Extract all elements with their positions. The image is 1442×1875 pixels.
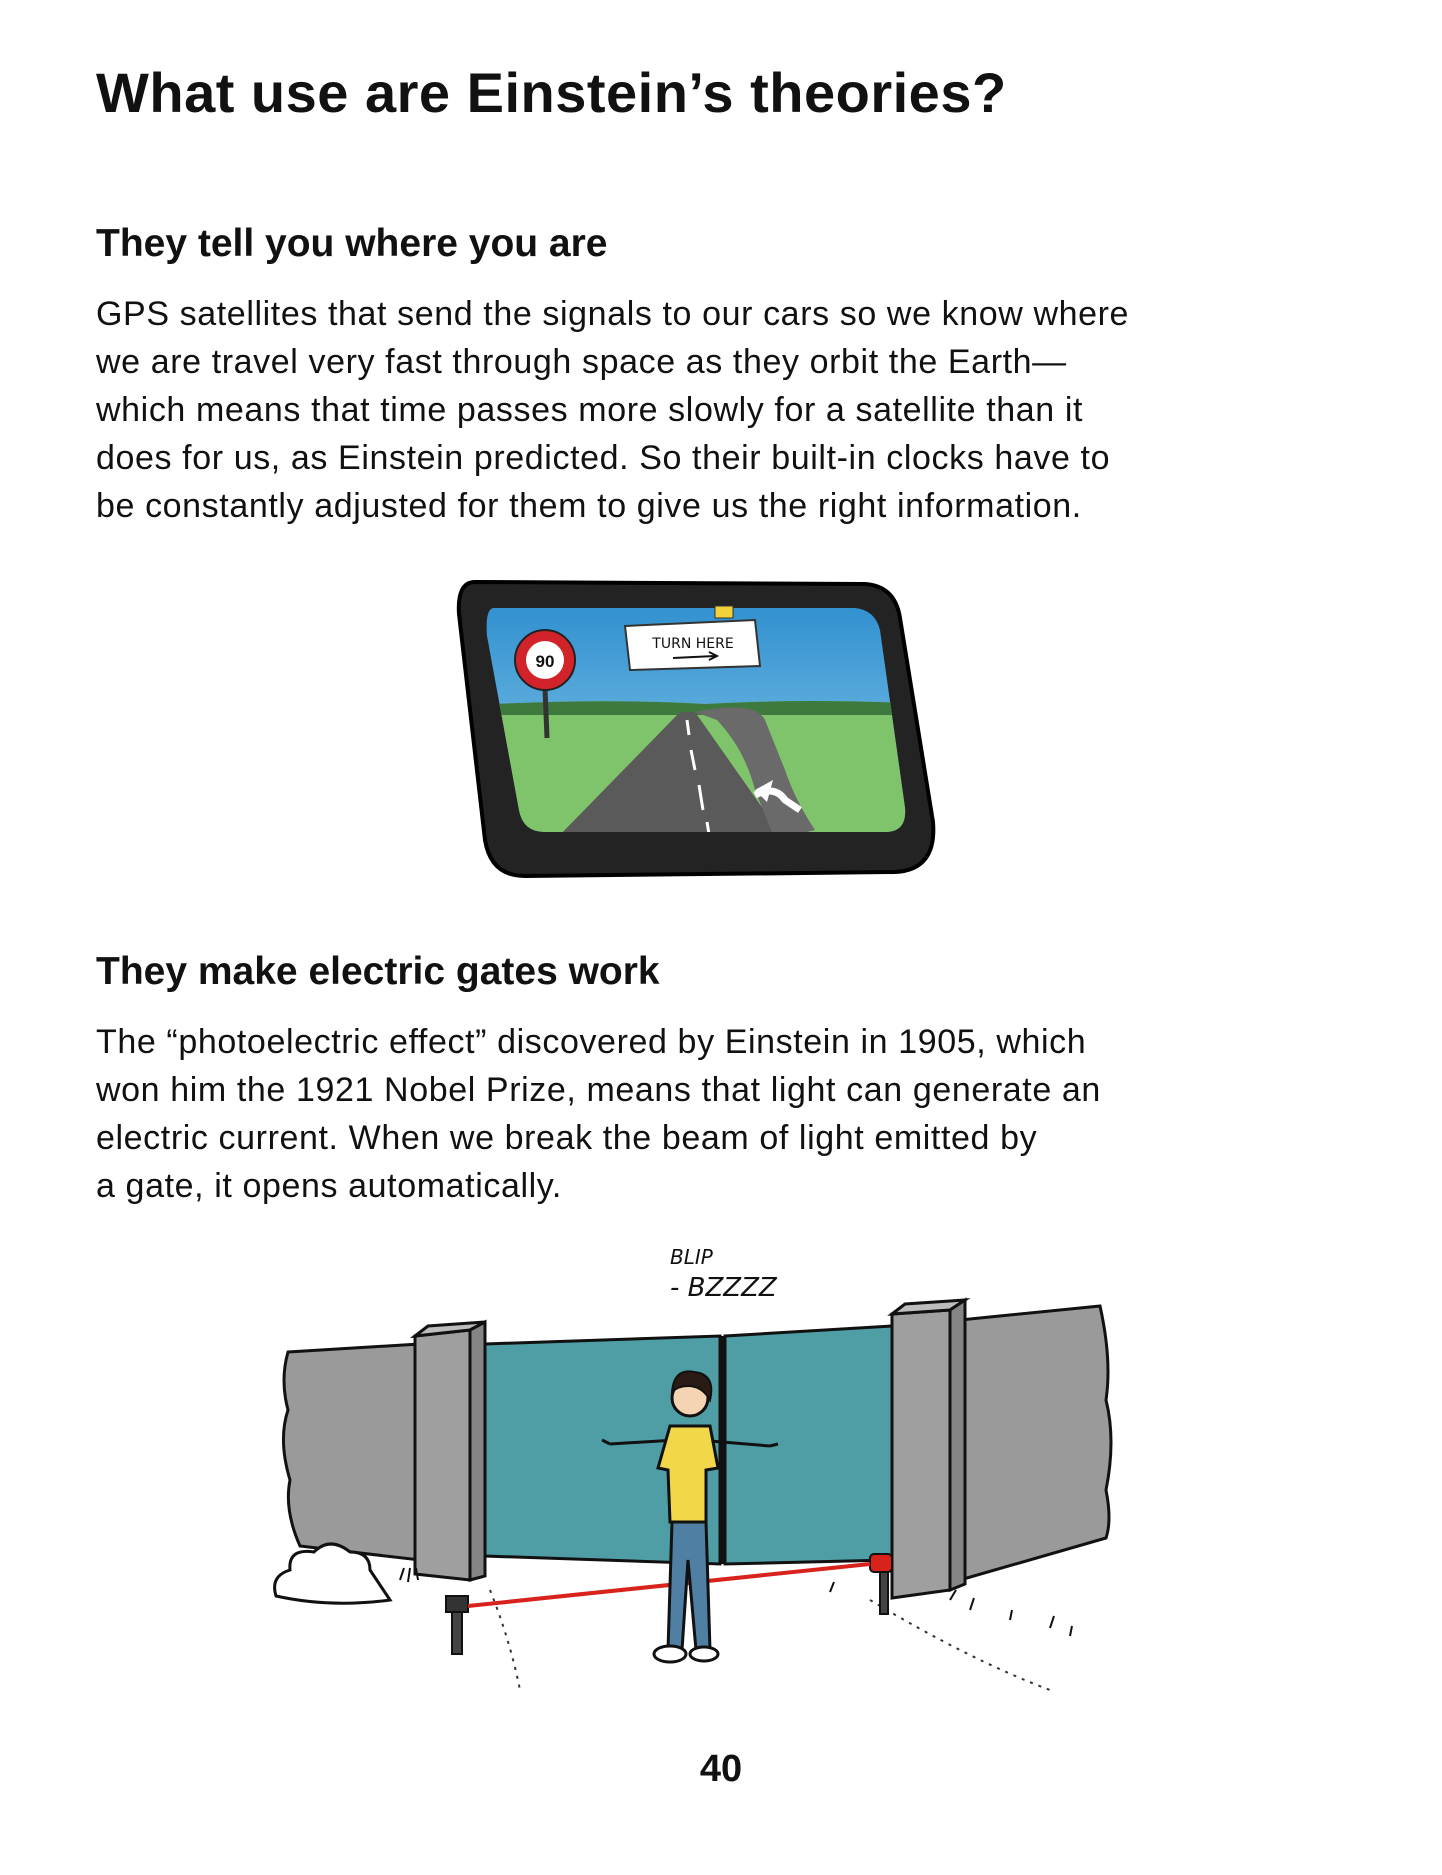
right-wall — [960, 1306, 1111, 1580]
section-heading-gps: They tell you where you are — [96, 222, 608, 265]
right-sensor-post — [880, 1566, 888, 1614]
section-body-gates: The “photoelectric effect” discovered by Einstein in 1905, which won him the 1921 Nobel Prize, means that light can generate an electric current. When we break the beam of light emitted by a gate, it opens automatically. — [96, 1023, 1101, 1205]
gps-device-illustration — [455, 570, 945, 890]
sound-effect-text-2: - BZZZZ — [670, 1273, 777, 1303]
road-sign-text: TURN HERE — [652, 636, 734, 652]
speed-sign-text: 90 — [535, 652, 555, 671]
electric-gate-illustration — [270, 1240, 1130, 1720]
page-number: 40 — [699, 1748, 743, 1790]
section-heading-gates: They make electric gates work — [96, 950, 660, 993]
section-body-gps: GPS satellites that send the signals to our cars so we know where we are travel very fast through space as they orbit the Earth— which means that time passes more slowly for a satellite than it does for us, as Einstein predicted. So their built-in clocks have to be constantly adjusted for them to give us the right information. — [96, 295, 1130, 525]
right-pillar — [892, 1310, 950, 1598]
left-pillar — [415, 1330, 470, 1580]
page-title: What use are Einstein’s theories? — [96, 61, 1007, 124]
sound-effect-text-1: BLIP — [670, 1245, 713, 1269]
left-wall — [283, 1344, 420, 1560]
